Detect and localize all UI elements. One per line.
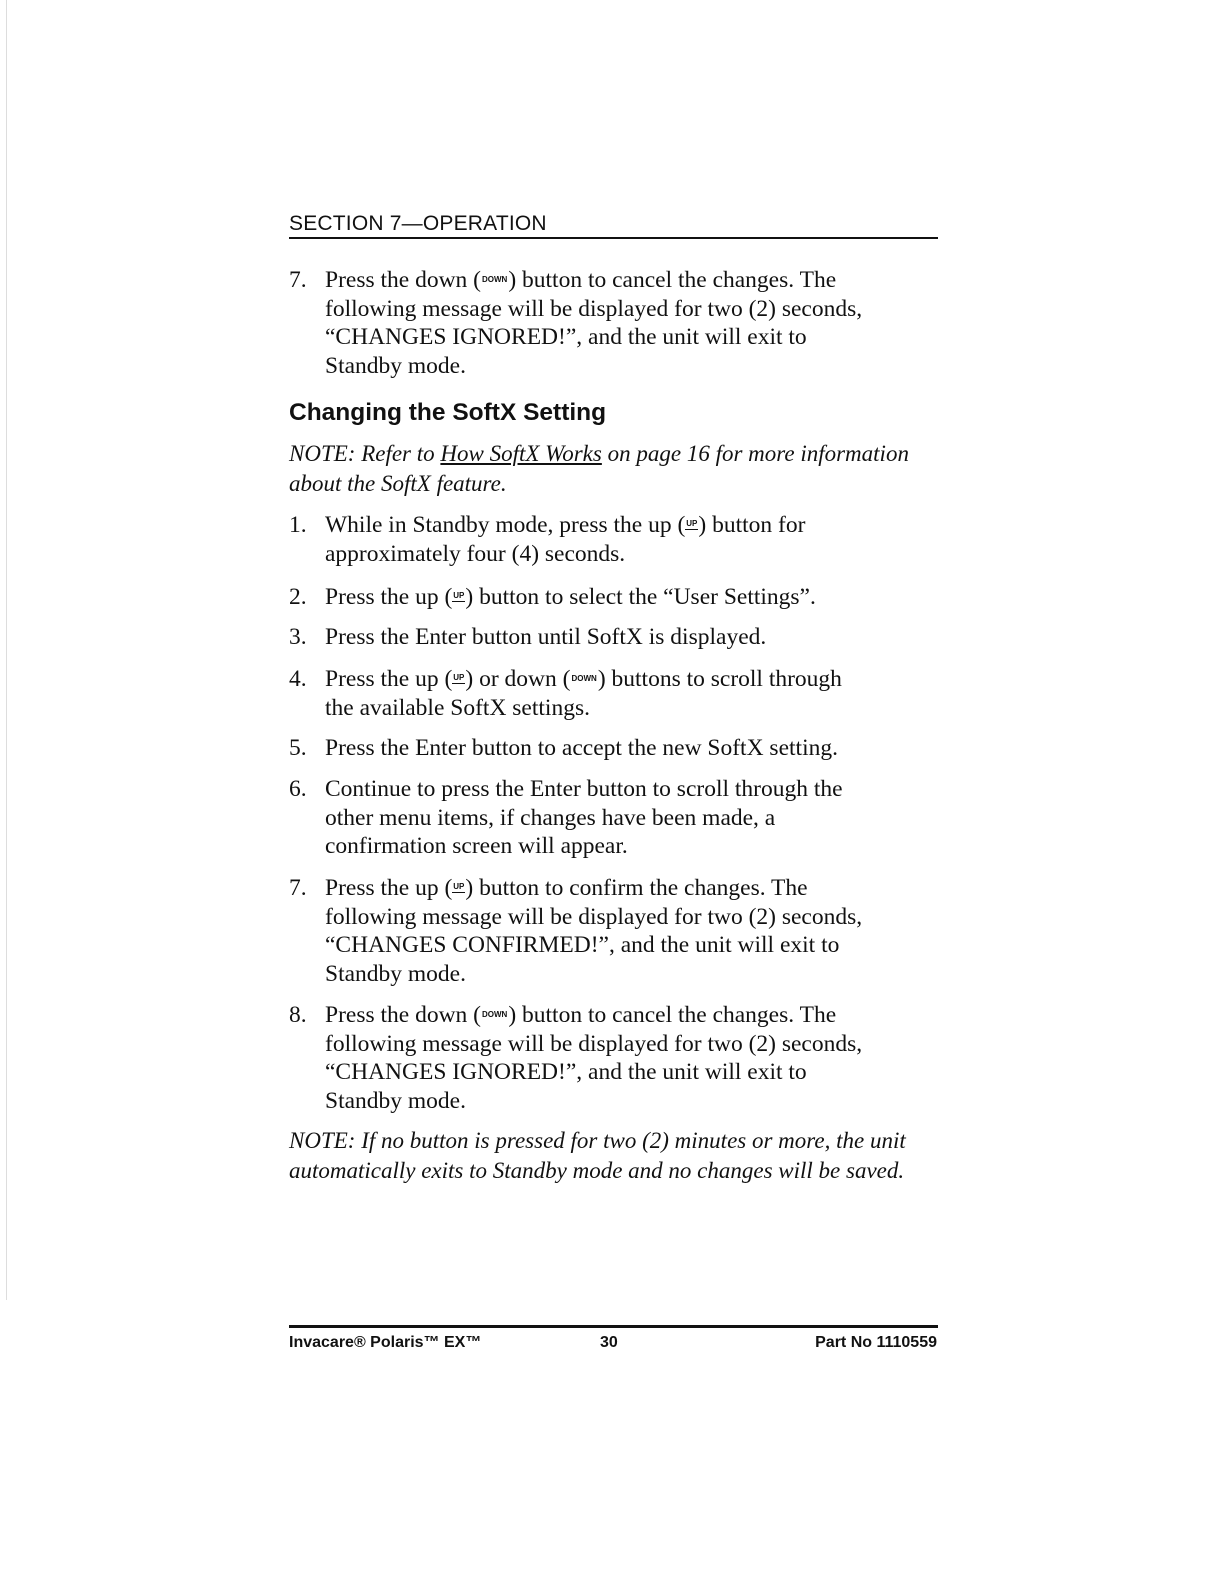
item-number: 5.	[289, 735, 307, 761]
text: ) button to confirm the changes. The	[465, 875, 808, 901]
note	[289, 1126, 906, 1185]
text: on page 16 for more information	[601, 441, 909, 466]
text: ) or down (	[465, 666, 571, 692]
list-item	[289, 623, 939, 652]
down-button-icon: DOWN	[482, 274, 508, 284]
list-item	[289, 775, 939, 861]
item-number: 3.	[289, 624, 307, 650]
text: following message will be displayed for two (2) seconds,	[325, 1030, 863, 1057]
item-number: 8.	[289, 1002, 307, 1028]
item-number: 2.	[289, 584, 307, 610]
list-item	[289, 665, 939, 722]
text: about the SoftX feature.	[289, 470, 507, 496]
text: ) button for	[698, 512, 806, 538]
link-how-softx-works[interactable]: How SoftX Works	[440, 441, 602, 466]
page-number: 30	[600, 1334, 618, 1351]
text: Press the Enter button until SoftX is displayed.	[325, 624, 767, 650]
list-item	[289, 734, 939, 763]
up-button-icon: UP	[453, 591, 465, 601]
item-number: 1.	[289, 512, 307, 538]
text: “CHANGES CONFIRMED!”, and the unit will exit to	[325, 932, 840, 959]
text: approximately four (4) seconds.	[325, 540, 626, 567]
text: ) buttons to scroll through	[597, 666, 842, 692]
text: Press the up (	[325, 875, 453, 901]
text: Press the Enter button to accept the new SoftX setting.	[325, 735, 838, 761]
item-number: 7.	[289, 267, 307, 293]
text: automatically exits to Standby mode and no changes will be saved.	[289, 1157, 905, 1183]
text: ) button to select the “User Settings”.	[465, 584, 816, 610]
text: other menu items, if changes have been made, a	[325, 804, 776, 831]
text: Press the down (	[325, 1002, 481, 1028]
list-item	[289, 511, 939, 568]
text: Standby mode.	[325, 1088, 466, 1115]
text: confirmation screen will appear.	[325, 833, 628, 860]
text: “CHANGES IGNORED!”, and the unit will exit to	[325, 324, 807, 351]
text: While in Standby mode, press the up (	[325, 512, 686, 538]
down-button-icon: DOWN	[482, 1009, 508, 1019]
header-rule	[289, 237, 938, 239]
text: Standby mode.	[325, 353, 466, 380]
scan-edge	[6, 0, 7, 1300]
list-item	[289, 874, 939, 989]
footer-part-number: Part No 1110559	[815, 1334, 937, 1351]
note	[289, 439, 909, 498]
up-button-icon: UP	[686, 519, 698, 529]
text: NOTE: If no button is pressed for two (2) minutes or more, the unit	[289, 1128, 906, 1153]
text: Press the up (	[325, 666, 453, 692]
text: NOTE: Refer to	[289, 441, 441, 466]
footer-product: Invacare® Polaris™ EX™	[289, 1334, 482, 1351]
text: following message will be displayed for two (2) seconds,	[325, 295, 863, 322]
item-number: 6.	[289, 776, 307, 802]
text: following message will be displayed for two (2) seconds,	[325, 903, 863, 930]
section-heading: Changing the SoftX Setting	[289, 399, 607, 426]
text: the available SoftX settings.	[325, 694, 590, 721]
text: Press the up (	[325, 584, 453, 610]
text: Continue to press the Enter button to scroll through the	[325, 776, 843, 802]
item-number: 4.	[289, 666, 307, 692]
list-item	[289, 1001, 939, 1116]
item-number: 7.	[289, 875, 307, 901]
text: “CHANGES IGNORED!”, and the unit will exit to	[325, 1059, 807, 1086]
up-button-icon: UP	[453, 673, 465, 683]
down-button-icon: DOWN	[571, 673, 597, 683]
section-header: SECTION 7—OPERATION	[289, 212, 547, 235]
list-item	[289, 266, 939, 381]
text: Standby mode.	[325, 961, 466, 988]
up-button-icon: UP	[453, 882, 465, 892]
list-item	[289, 583, 939, 612]
footer-rule	[289, 1325, 938, 1328]
text: ) button to cancel the changes. The	[508, 267, 837, 293]
text: ) button to cancel the changes. The	[508, 1002, 837, 1028]
text: Press the down (	[325, 267, 481, 293]
